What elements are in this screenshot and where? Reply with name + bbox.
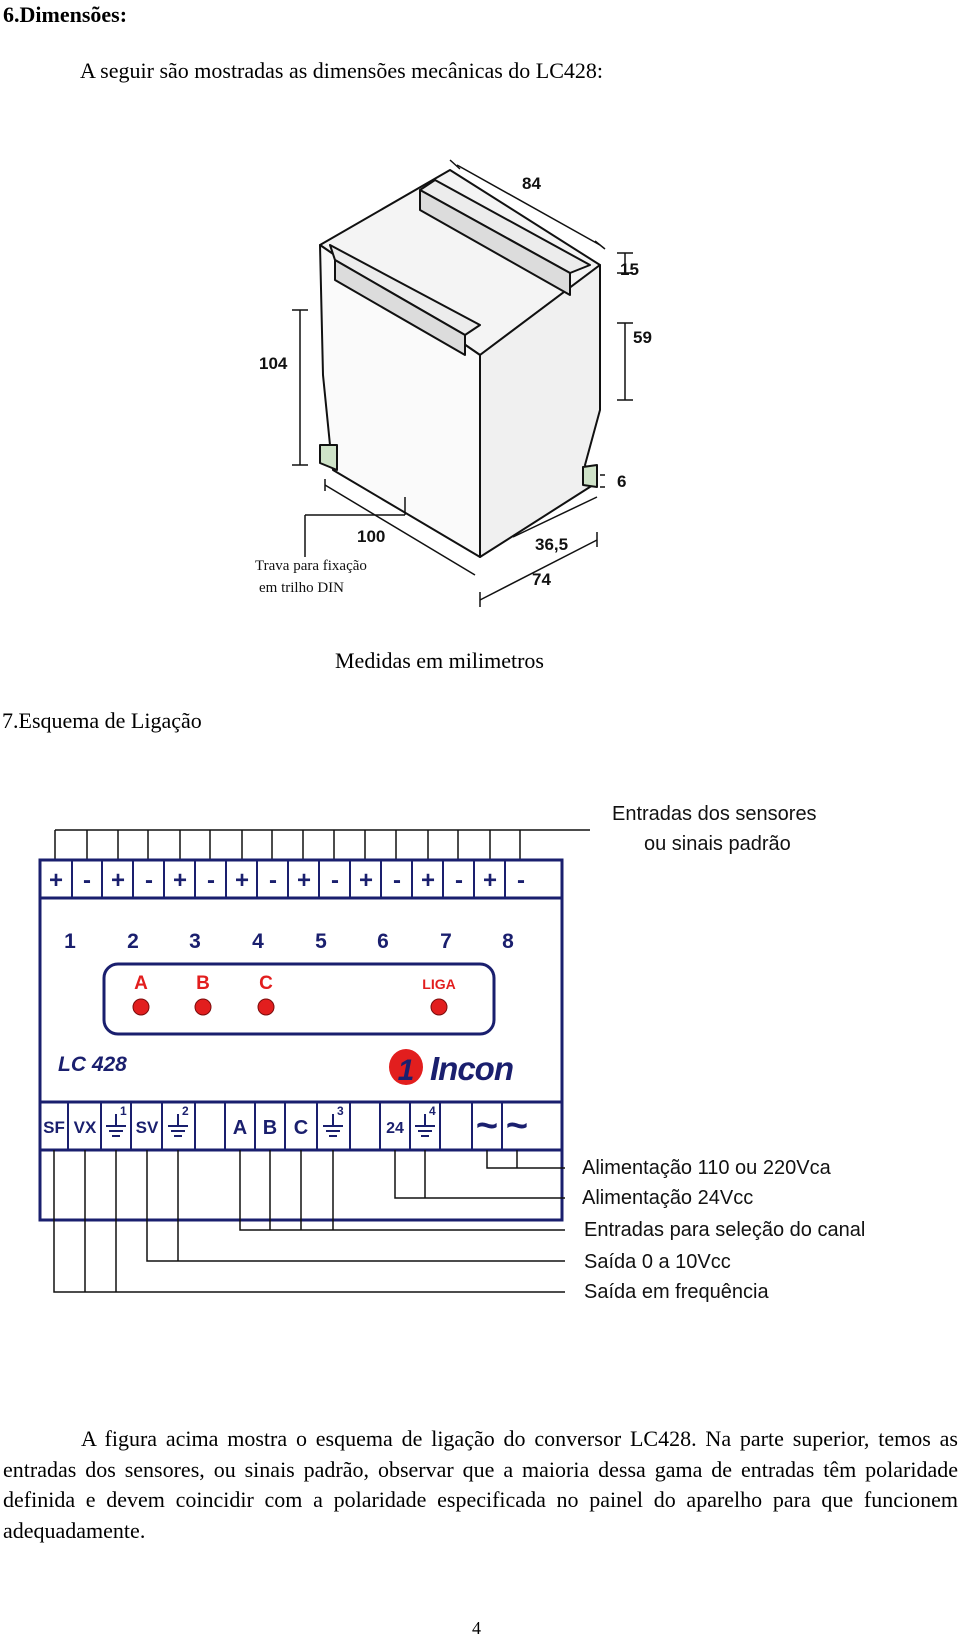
channel-number: 5 [315, 930, 327, 953]
polarity-label: + [296, 867, 312, 894]
polarity-label: + [234, 867, 250, 894]
dim-6: 6 [617, 472, 627, 491]
output-label-voltage-out: Saída 0 a 10Vcc [584, 1251, 731, 1273]
channel-number: 7 [440, 930, 452, 953]
polarity-label: + [48, 867, 64, 894]
terminal-c: C [293, 1117, 309, 1139]
polarity-label: + [110, 867, 126, 894]
section-heading-dimensions: 6.Dimensões: [3, 2, 128, 27]
svg-text:Incon: Incon [430, 1050, 513, 1087]
channel-number: 8 [502, 930, 514, 953]
led-liga [431, 999, 447, 1015]
dim-104: 104 [259, 354, 288, 373]
led-label-liga: LIGA [422, 976, 456, 992]
wiring-diagram [0, 790, 960, 1320]
terminal-ac1: ~ [475, 1105, 499, 1147]
ground-number: 4 [429, 1104, 436, 1118]
output-label-frequency-out: Saída em frequência [584, 1281, 769, 1303]
polarity-label: - [269, 867, 277, 894]
polarity-label: + [420, 867, 436, 894]
dim-74: 74 [532, 570, 551, 589]
channel-number: 2 [127, 930, 139, 953]
din-rail-label-1: Trava para fixação [255, 558, 367, 574]
terminal-ac2: ~ [505, 1105, 529, 1147]
polarity-label: - [455, 867, 463, 894]
polarity-label: - [207, 867, 215, 894]
ground-number: 2 [182, 1104, 189, 1118]
channel-number: 3 [189, 930, 201, 953]
terminal-24v: 24 [386, 1120, 404, 1137]
terminal-b: B [262, 1117, 278, 1139]
dim-15: 15 [620, 260, 639, 279]
led-label-a: A [134, 973, 148, 994]
dimensions-caption: Medidas em milimetros [335, 648, 544, 673]
svg-text:1: 1 [397, 1054, 415, 1087]
led-window [104, 964, 494, 1034]
section-heading-wiring: 7.Esquema de Ligação [2, 708, 202, 733]
dim-36-5: 36,5 [535, 535, 569, 554]
output-label-ac-power: Alimentação 110 ou 220Vca [582, 1157, 831, 1179]
led-label-b: B [196, 973, 210, 994]
din-rail-label-2: em trilho DIN [259, 580, 344, 596]
polarity-label: - [393, 867, 401, 894]
terminal-sf: SF [43, 1118, 65, 1137]
channel-number: 4 [252, 930, 264, 953]
model-label: LC 428 [58, 1053, 127, 1076]
terminal-a: A [232, 1117, 248, 1139]
channel-number: 6 [377, 930, 389, 953]
polarity-label: - [83, 867, 91, 894]
polarity-label: - [145, 867, 153, 894]
dim-59: 59 [633, 328, 652, 347]
ground-number: 1 [120, 1104, 127, 1118]
polarity-label: + [482, 867, 498, 894]
terminal-sv: SV [135, 1118, 159, 1137]
polarity-label: - [517, 867, 525, 894]
led-label-c: C [259, 973, 273, 994]
output-label-dc-power: Alimentação 24Vcc [582, 1187, 754, 1209]
channel-number: 1 [64, 930, 76, 953]
output-label-channel-select: Entradas para seleção do canal [584, 1219, 866, 1241]
sensor-inputs-label-1: Entradas dos sensores [612, 803, 817, 825]
mechanical-drawing [245, 145, 670, 615]
incon-logo [389, 1049, 513, 1087]
terminal-vx: VX [73, 1118, 97, 1137]
led-a [133, 999, 149, 1015]
led-b [195, 999, 211, 1015]
sensor-inputs-label-2: ou sinais padrão [644, 833, 791, 855]
polarity-label: - [331, 867, 339, 894]
ground-number: 3 [337, 1104, 344, 1118]
dim-84: 84 [522, 174, 541, 193]
led-c [258, 999, 274, 1015]
explanation-paragraph: A figura acima mostra o esquema de ligação do conversor LC428. Na parte superior, temos as entradas dos sensores, ou sinais padrão, observar que a maioria dessa gama de entradas têm polaridade definida e devem coincidir com a polaridade especificada no painel do aparelho para que funcionem adequadamente. [3, 1426, 958, 1543]
dim-100: 100 [357, 527, 386, 546]
dimensions-intro: A seguir são mostradas as dimensões mecânicas do LC428: [80, 58, 604, 83]
polarity-label: + [172, 867, 188, 894]
polarity-label: + [358, 867, 374, 894]
page-number: 4 [472, 1618, 481, 1638]
